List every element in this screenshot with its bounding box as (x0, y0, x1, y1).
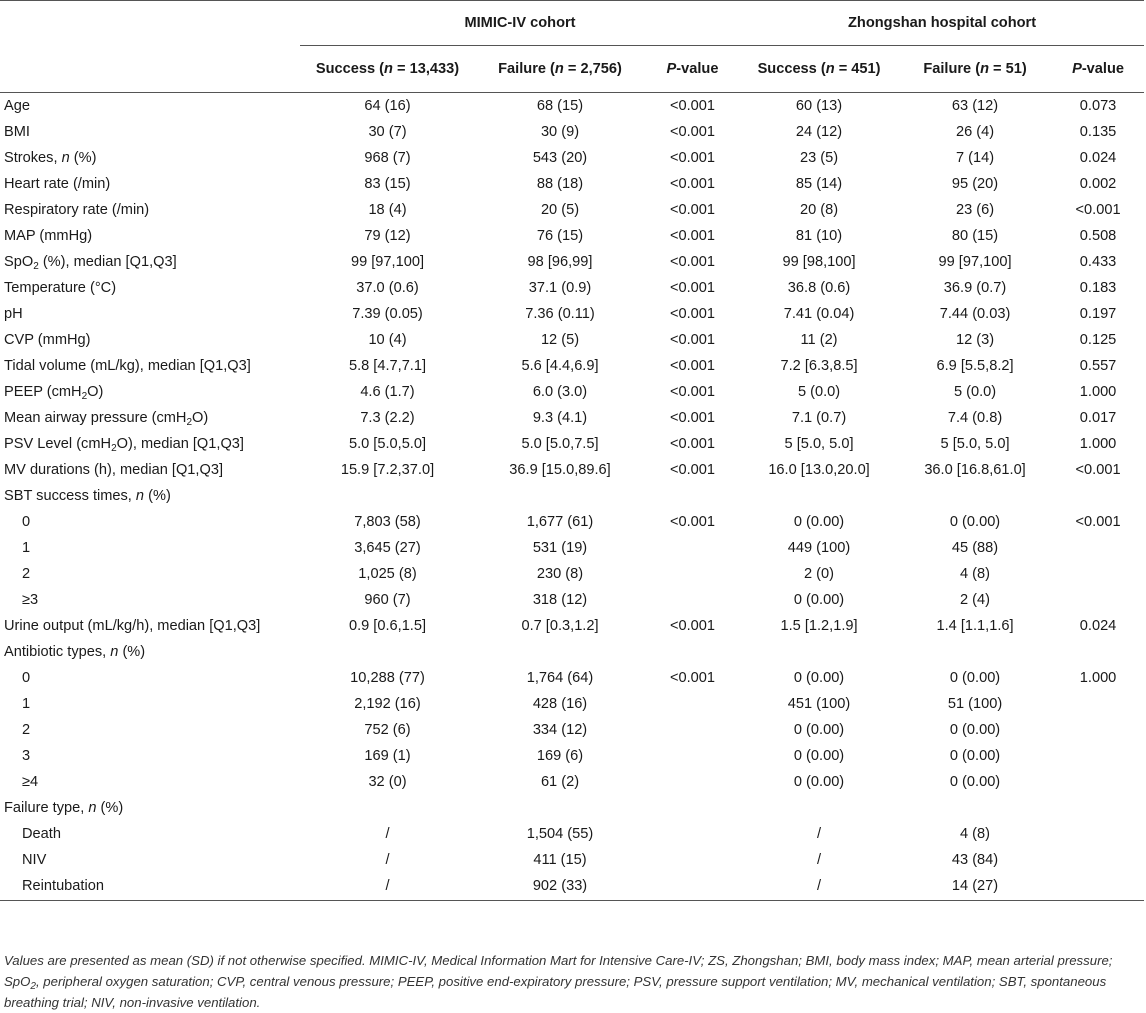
table-cell: 3,645 (27) (354, 539, 421, 556)
table-cell: <0.001 (669, 279, 716, 296)
header-blank (0, 1, 300, 46)
table-cell: 7.41 (0.04) (783, 305, 855, 322)
table-cell (475, 795, 645, 821)
table-cell: 60 (13) (795, 97, 843, 114)
table-cell: 5 [5.0, 5.0] (784, 435, 854, 452)
table-cell (1052, 743, 1144, 769)
table-cell: 7.2 [6.3,8.5] (780, 357, 858, 374)
table-cell: 5.6 [4.4,6.9] (521, 357, 599, 374)
row-label: 1 (22, 695, 31, 712)
row-label: Mean airway pressure (cmH$_2$O) (4, 409, 209, 428)
table-cell: <0.001 (669, 175, 716, 192)
table-cell (645, 873, 740, 901)
table-row (0, 665, 1144, 691)
table-cell: 169 (1) (364, 747, 411, 764)
table-body (0, 93, 1144, 901)
table-cell (1052, 535, 1144, 561)
table-cell: 95 (20) (951, 175, 999, 192)
table-cell: 334 (12) (532, 721, 588, 738)
table-row (0, 431, 1144, 457)
table-cell: 0.433 (1079, 253, 1117, 270)
table-cell: 1.4 [1.1,1.6] (936, 617, 1014, 634)
table-cell: 32 (0) (368, 773, 407, 790)
table-cell: 4 (8) (960, 565, 991, 582)
table-cell: 0.508 (1079, 227, 1117, 244)
table-cell: 543 (20) (532, 149, 588, 166)
table-cell: 0 (0.00) (949, 747, 1001, 764)
table-cell (645, 795, 740, 821)
table-cell: 1,677 (61) (526, 513, 594, 530)
table-row (0, 821, 1144, 847)
table-row (0, 457, 1144, 483)
table-cell (645, 587, 740, 613)
row-label: ≥4 (22, 773, 39, 790)
table-cell: 0 (0.00) (949, 773, 1001, 790)
table-row (0, 639, 1144, 665)
table-cell: <0.001 (669, 331, 716, 348)
table-row (0, 717, 1144, 743)
table-cell (645, 743, 740, 769)
table-row (0, 145, 1144, 171)
table-cell (1052, 483, 1144, 509)
table-cell (898, 639, 1052, 665)
row-label: Strokes, n (%) (4, 149, 97, 166)
row-label: 2 (22, 721, 31, 738)
table-row (0, 249, 1144, 275)
table-cell: 1,025 (8) (358, 565, 417, 582)
table-cell (645, 717, 740, 743)
table-cell: 2 (0) (804, 565, 835, 582)
header-variable (0, 46, 300, 93)
row-label: ≥3 (22, 591, 39, 608)
row-label: CVP (mmHg) (4, 331, 91, 348)
table-cell: 83 (15) (364, 175, 411, 192)
table-cell: 43 (84) (951, 851, 999, 868)
table-cell: 0 (0.00) (949, 513, 1001, 530)
table-row (0, 379, 1144, 405)
table-cell: 99 [97,100] (938, 253, 1012, 270)
table-cell: 451 (100) (787, 695, 851, 712)
table-cell (300, 639, 475, 665)
table-cell: 5.8 [4.7,7.1] (348, 357, 427, 374)
table-cell: 2 (4) (960, 591, 991, 608)
table-cell: 76 (15) (536, 227, 584, 244)
table-cell: 2,192 (16) (354, 695, 421, 712)
table-cell (1052, 821, 1144, 847)
table-cell: <0.001 (669, 201, 716, 218)
table-cell: <0.001 (669, 97, 716, 114)
table-cell: 51 (100) (947, 695, 1003, 712)
row-label: SBT success times, n (%) (4, 487, 171, 504)
table-cell: 7.39 (0.05) (352, 305, 423, 322)
table-cell: 1.000 (1079, 669, 1117, 686)
col-header-success-mimic: Success (n = 13,433) (300, 46, 475, 93)
row-label: 0 (22, 669, 31, 686)
table-row (0, 847, 1144, 873)
col-header-failure-mimic: Failure (n = 2,756) (475, 46, 645, 93)
table-row (0, 561, 1144, 587)
table-cell: 0.024 (1079, 149, 1117, 166)
table-cell (740, 483, 898, 509)
table-cell: 36.0 [16.8,61.0] (924, 461, 1026, 478)
table-cell: 0 (0.00) (793, 773, 845, 790)
row-label: pH (4, 305, 23, 322)
table-cell (645, 483, 740, 509)
table-row (0, 197, 1144, 223)
table-cell: 7 (14) (955, 149, 995, 166)
table-cell: 11 (2) (800, 331, 838, 348)
table-cell: 7.36 (0.11) (525, 305, 595, 322)
table-cell: 0.9 [0.6,1.5] (348, 617, 427, 634)
table-row (0, 171, 1144, 197)
table-row (0, 873, 1144, 901)
table-cell: 0 (0.00) (949, 669, 1001, 686)
table-cell: 9.3 (4.1) (532, 409, 588, 426)
table-row (0, 353, 1144, 379)
table-cell: 99 [97,100] (350, 253, 425, 270)
table-cell: 37.0 (0.6) (356, 279, 419, 296)
row-label: Tidal volume (mL/kg), median [Q1,Q3] (4, 357, 251, 374)
table-cell: / (385, 825, 390, 842)
table-cell: 1.000 (1079, 383, 1117, 400)
table-cell: 5 (0.0) (797, 383, 841, 400)
row-label: Reintubation (0, 873, 300, 901)
table-cell: <0.001 (669, 357, 716, 374)
table-cell (1052, 561, 1144, 587)
table-row (0, 483, 1144, 509)
table-cell: 318 (12) (532, 591, 588, 608)
table-cell: 16.0 [13.0,20.0] (768, 461, 870, 478)
table-cell: / (740, 873, 898, 901)
col-header-failure-zs: Failure (n = 51) (898, 46, 1052, 93)
table-cell (1052, 639, 1144, 665)
table-cell: 30 (7) (368, 123, 407, 140)
table-cell: 36.9 (0.7) (943, 279, 1007, 296)
row-label: SpO$_2$ (%), median [Q1,Q3] (4, 253, 177, 272)
table-footnote: Values are presented as mean (SD) if not otherwise specified. MIMIC-IV, Medical Information Mart for Intensive Care-IV; ZS, Zhongshan; BMI, body mass index; MAP, mean arterial pressure; SpO$_2$, peripheral oxygen saturation; CVP, central venous pressure; PEEP, positive end-expiratory pressure; PSV, pressure support ventilation; MV, mechanical ventilation; SBT, spontaneous breathing trial; NIV, non-invasive ventilation. (4, 953, 1113, 1011)
table-cell: 99 [98,100] (782, 253, 856, 270)
table-cell: 18 (4) (368, 201, 407, 218)
row-label: Temperature (°C) (4, 279, 117, 296)
table-cell: 79 (12) (364, 227, 411, 244)
table-cell: 81 (10) (795, 227, 843, 244)
table-cell: <0.001 (669, 513, 716, 530)
table-cell: 98 [96,99] (527, 253, 593, 270)
table-cell: <0.001 (669, 617, 716, 634)
table-cell (645, 535, 740, 561)
table-cell: 0.073 (1079, 97, 1117, 114)
table-row (0, 223, 1144, 249)
table-cell: 0.017 (1079, 409, 1117, 426)
table-cell: 12 (5) (540, 331, 580, 348)
table-cell: 0 (0.00) (793, 513, 845, 530)
table-cell: 0 (0.00) (793, 721, 845, 738)
table-cell: 5.0 [5.0,5.0] (348, 435, 427, 452)
table-cell: 85 (14) (795, 175, 843, 192)
table-cell: 4 (8) (960, 825, 991, 842)
table-cell (1052, 587, 1144, 613)
table-cell: 7.3 (2.2) (360, 409, 415, 426)
table-cell: <0.001 (1075, 461, 1121, 478)
table-cell (300, 483, 475, 509)
table-cell: 0.197 (1079, 305, 1117, 322)
table-row (0, 509, 1144, 535)
table-cell: 6.0 (3.0) (532, 383, 588, 400)
table-cell: 14 (27) (898, 873, 1052, 901)
table-cell: 1,504 (55) (526, 825, 594, 842)
table-cell: 960 (7) (364, 591, 411, 608)
table-cell: 36.8 (0.6) (787, 279, 851, 296)
table-cell (645, 821, 740, 847)
table-cell: 1.000 (1079, 435, 1117, 452)
table-cell: <0.001 (669, 669, 716, 686)
table-cell: / (817, 825, 822, 842)
row-label: Respiratory rate (/min) (4, 201, 150, 218)
row-label: Urine output (mL/kg/h), median [Q1,Q3] (4, 617, 261, 634)
table-cell: 63 (12) (951, 97, 999, 114)
table-cell: 752 (6) (364, 721, 411, 738)
table-cell: <0.001 (669, 253, 716, 270)
table-row (0, 587, 1144, 613)
row-label: 0 (22, 513, 31, 530)
table-cell: <0.001 (1075, 513, 1121, 530)
table-cell: / (300, 873, 475, 901)
table-cell: 12 (3) (955, 331, 995, 348)
table-cell: 6.9 [5.5,8.2] (936, 357, 1014, 374)
row-label: BMI (4, 123, 30, 140)
table-cell: 230 (8) (536, 565, 584, 582)
row-label: 2 (22, 565, 31, 582)
table-cell (645, 847, 740, 873)
table-cell: <0.001 (669, 435, 716, 452)
table-row (0, 327, 1144, 353)
table-row (0, 769, 1144, 795)
row-label: Antibiotic types, n (%) (4, 643, 146, 660)
table-cell: 10,288 (77) (350, 669, 425, 686)
table-cell: <0.001 (669, 123, 716, 140)
table-cell: 5 (0.0) (953, 383, 997, 400)
col-header-pvalue-mimic: P-value (645, 46, 740, 93)
table-row (0, 795, 1144, 821)
table-cell (1052, 717, 1144, 743)
table-cell: 36.9 [15.0,89.6] (509, 461, 611, 478)
table-cell: 20 (5) (540, 201, 580, 218)
table-cell: 1,764 (64) (526, 669, 594, 686)
table-cell (645, 639, 740, 665)
table-cell: 61 (2) (540, 773, 580, 790)
table-row (0, 691, 1144, 717)
table-cell: 64 (16) (364, 97, 411, 114)
row-label: PSV Level (cmH$_2$O), median [Q1,Q3] (4, 435, 244, 454)
table-cell (740, 639, 898, 665)
table-row (0, 613, 1144, 639)
table-cell (475, 483, 645, 509)
table-cell: 30 (9) (540, 123, 580, 140)
table-cell: 902 (33) (475, 873, 645, 901)
table-cell: <0.001 (669, 305, 716, 322)
table-cell: 20 (8) (799, 201, 839, 218)
col-header-pvalue-zs: P-value (1052, 46, 1144, 93)
table-cell: <0.001 (1075, 201, 1121, 218)
table-cell: 0 (0.00) (793, 747, 845, 764)
row-label: 3 (22, 747, 31, 764)
table-row (0, 119, 1144, 145)
row-label: MAP (mmHg) (4, 227, 93, 244)
table-cell: / (385, 851, 390, 868)
table-cell (898, 483, 1052, 509)
table-cell: 0.024 (1079, 617, 1117, 634)
table-row (0, 93, 1144, 119)
table-cell: <0.001 (669, 461, 716, 478)
table-cell (1052, 795, 1144, 821)
table-cell: 1.5 [1.2,1.9] (780, 617, 858, 634)
table-cell: 7.44 (0.03) (939, 305, 1011, 322)
table-cell: 23 (5) (799, 149, 839, 166)
table-cell: 68 (15) (536, 97, 584, 114)
table-cell (1052, 873, 1144, 901)
table-cell: 10 (4) (368, 331, 407, 348)
table-cell: 411 (15) (533, 851, 587, 868)
table-row (0, 743, 1144, 769)
cohort-header-zhongshan: Zhongshan hospital cohort (740, 1, 1144, 46)
table-row (0, 301, 1144, 327)
table-cell: 0.7 [0.3,1.2] (521, 617, 599, 634)
table-cell (300, 795, 475, 821)
col-header-success-zs: Success (n = 451) (740, 46, 898, 93)
row-label: Death (22, 825, 61, 842)
table-cell: <0.001 (669, 383, 716, 400)
table-cell: 428 (16) (532, 695, 588, 712)
row-label: Heart rate (/min) (4, 175, 111, 192)
table-cell: 0.002 (1079, 175, 1117, 192)
table-cell: 0 (0.00) (793, 669, 845, 686)
table-row (0, 275, 1144, 301)
table-cell: 5.0 [5.0,7.5] (521, 435, 599, 452)
table-cell: 531 (19) (532, 539, 588, 556)
table-cell (645, 769, 740, 795)
table-cell (1052, 691, 1144, 717)
table-cell: 24 (12) (795, 123, 843, 140)
table-cell: 169 (6) (536, 747, 584, 764)
table-cell: <0.001 (669, 227, 716, 244)
table-cell: 7.1 (0.7) (791, 409, 847, 426)
table-cell: 4.6 (1.7) (360, 383, 415, 400)
table-cell (1052, 847, 1144, 873)
table-cell: 0.135 (1079, 123, 1117, 140)
row-label: Failure type, n (%) (4, 799, 124, 816)
table-row (0, 405, 1144, 431)
table-cell: 88 (18) (536, 175, 584, 192)
table-cell: 45 (88) (951, 539, 999, 556)
table-cell: 0.557 (1079, 357, 1117, 374)
row-label: PEEP (cmH$_2$O) (4, 383, 104, 402)
row-label: 1 (22, 539, 31, 556)
table-cell: 5 [5.0, 5.0] (940, 435, 1010, 452)
row-label: Age (4, 97, 30, 114)
table-cell: 23 (6) (955, 201, 995, 218)
table-cell (1052, 769, 1144, 795)
table-cell: 0.183 (1079, 279, 1117, 296)
table-cell: 968 (7) (364, 149, 411, 166)
table-cell: 37.1 (0.9) (528, 279, 592, 296)
table-cell (740, 795, 898, 821)
table-cell: 80 (15) (951, 227, 999, 244)
table-cell: 0.125 (1079, 331, 1117, 348)
table-cell: 449 (100) (787, 539, 851, 556)
table-cell: 26 (4) (955, 123, 995, 140)
table-cell: <0.001 (669, 149, 716, 166)
row-label: MV durations (h), median [Q1,Q3] (4, 461, 223, 478)
row-label: NIV (22, 851, 47, 868)
table-cell: <0.001 (669, 409, 716, 426)
table-cell: 7,803 (58) (354, 513, 421, 530)
table-cell: 0 (0.00) (793, 591, 845, 608)
table-cell: 0 (0.00) (949, 721, 1001, 738)
table-cell (898, 795, 1052, 821)
table-row (0, 535, 1144, 561)
table-cell: 15.9 [7.2,37.0] (340, 461, 435, 478)
cohort-header-mimic: MIMIC-IV cohort (300, 1, 740, 46)
table-cell (645, 561, 740, 587)
table-cell: / (817, 851, 822, 868)
table-cell: 7.4 (0.8) (947, 409, 1003, 426)
table-cell (475, 639, 645, 665)
table-cell (645, 691, 740, 717)
